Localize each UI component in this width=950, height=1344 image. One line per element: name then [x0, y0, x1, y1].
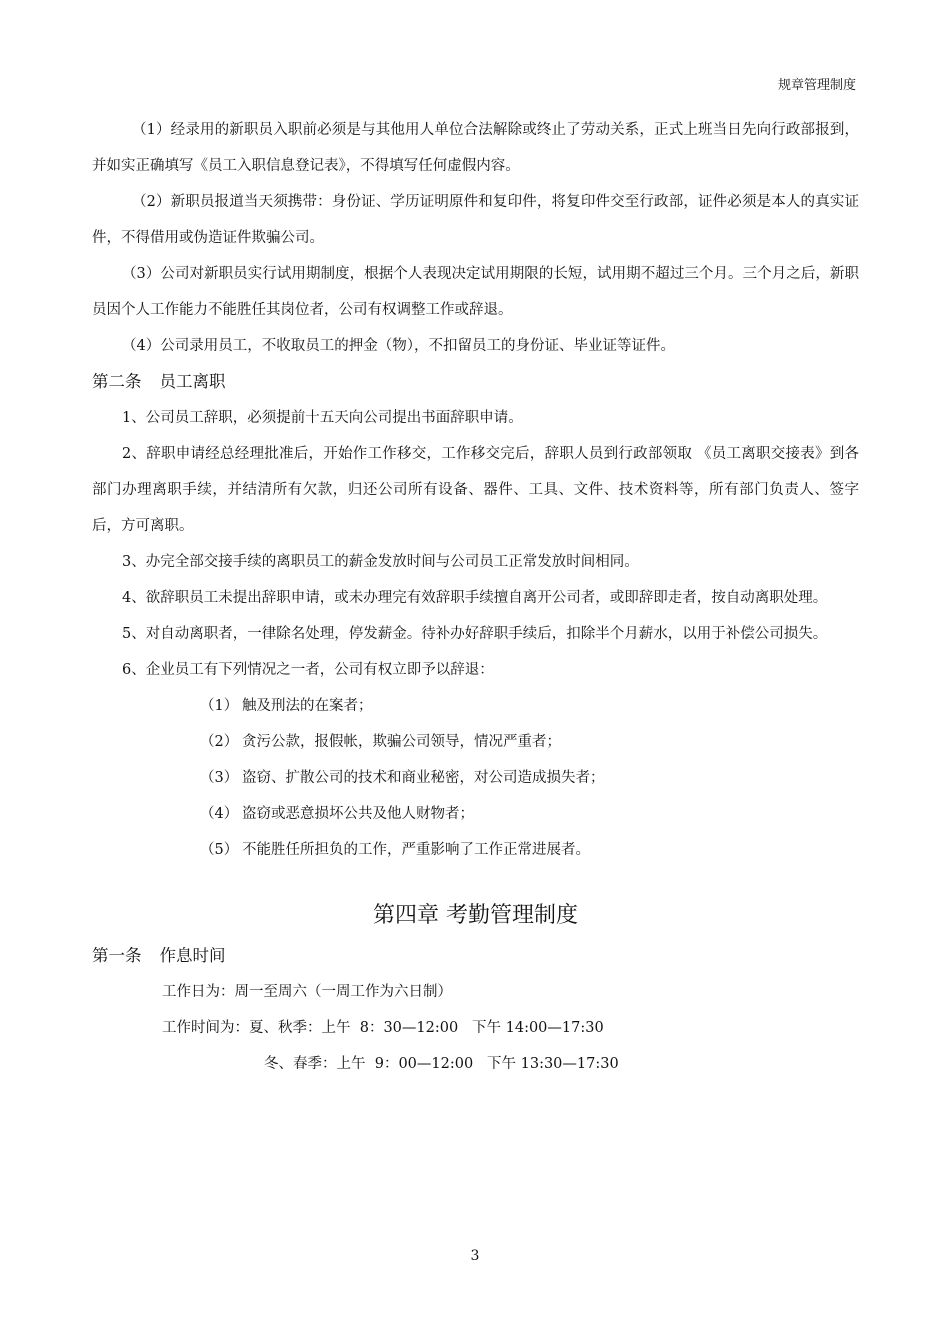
article-one-title: 作息时间: [159, 946, 226, 965]
list-item-text: 触及刑法的在案者；: [242, 698, 373, 714]
list-item-text: 不能胜任所担负的工作，严重影响了工作正常进展者。: [242, 842, 590, 858]
list-item: [200, 832, 859, 868]
list-item-number: （1）: [200, 698, 239, 714]
list-item: [200, 724, 859, 760]
chapter-four-title: 第四章 考勤管理制度: [373, 903, 578, 928]
document-body: [92, 112, 859, 1082]
list-item-text: 盗窃或恶意损坏公共及他人财物者；: [242, 806, 474, 822]
intro-paragraph-2: （2）新职员报道当天须携带：身份证、学历证明原件和复印件，将复印件交至行政部，证件必须是本人的真实证件，不得借用或伪造证件欺骗公司。: [92, 194, 859, 246]
hours-winter-line: 冬、春季：上午 9：00—12:00 下午 13:30—17:30: [264, 1056, 619, 1072]
list-item: [200, 688, 859, 724]
article-two-item-6: 6、企业员工有下列情况之一者，公司有权立即予以辞退：: [122, 662, 494, 678]
page-header-title: 规章管理制度: [777, 78, 856, 93]
article-two-item-2: 2、辞职申请经总经理批准后，开始作工作移交，工作移交完后，辞职人员到行政部领取 《员工离职交接表》到各部门办理离职手续，并结清所有欠款，归还公司所有设备、器件、工具、文件、技术资料等，所有部门负责人、签字后，方可离职。: [92, 446, 859, 534]
intro-paragraph-1: （1）经录用的新职员入职前必须是与其他用人单位合法解除或终止了劳动关系，正式上班当日先向行政部报到，并如实正确填写《员工入职信息登记表》，不得填写任何虚假内容。: [92, 122, 859, 174]
article-two-label: 第二条: [92, 372, 142, 391]
list-item-text: 贪污公款，报假帐，欺骗公司领导，情况严重者；: [242, 734, 561, 750]
workdays-line: 工作日为：周一至周六（一周工作为六日制）: [162, 984, 452, 1000]
list-item-number: （3）: [200, 770, 239, 786]
intro-paragraph-3: （3）公司对新职员实行试用期制度，根据个人表现决定试用期限的长短，试用期不超过三个月。三个月之后，新职员因个人工作能力不能胜任其岗位者，公司有权调整工作或辞退。: [92, 266, 859, 318]
list-item-text: 盗窃、扩散公司的技术和商业秘密，对公司造成损失者；: [242, 770, 605, 786]
article-one-label: 第一条: [92, 946, 142, 965]
list-item-number: （4）: [200, 806, 239, 822]
hours-summer-line: 工作时间为：夏、秋季：上午 8：30—12:00 下午 14:00—17:30: [162, 1020, 604, 1036]
article-two-item-3: 3、办完全部交接手续的离职员工的薪金发放时间与公司员工正常发放时间相同。: [122, 554, 639, 570]
article-two-item-1: 1、公司员工辞职，必须提前十五天向公司提出书面辞职申请。: [122, 410, 523, 426]
dismissal-list: [92, 688, 859, 868]
article-two-item-5: 5、对自动离职者，一律除名处理，停发薪金。待补办好辞职手续后，扣除半个月薪水，以用于补偿公司损失。: [122, 626, 828, 642]
list-item: [200, 796, 859, 832]
list-item-number: （5）: [200, 842, 239, 858]
article-two-item-4: 4、欲辞职员工未提出辞职申请，或未办理完有效辞职手续擅自离开公司者，或即辞即走者，按自动离职处理。: [122, 590, 828, 606]
intro-paragraph-4: （4）公司录用员工，不收取员工的押金（物），不扣留员工的身份证、毕业证等证件。: [122, 338, 675, 354]
list-item-number: （2）: [200, 734, 239, 750]
list-item: [200, 760, 859, 796]
chapter-four-article-one-heading: [92, 938, 859, 974]
article-two-title: 员工离职: [159, 372, 226, 391]
article-two-heading: [92, 364, 859, 400]
page-number: 3: [470, 1248, 480, 1264]
